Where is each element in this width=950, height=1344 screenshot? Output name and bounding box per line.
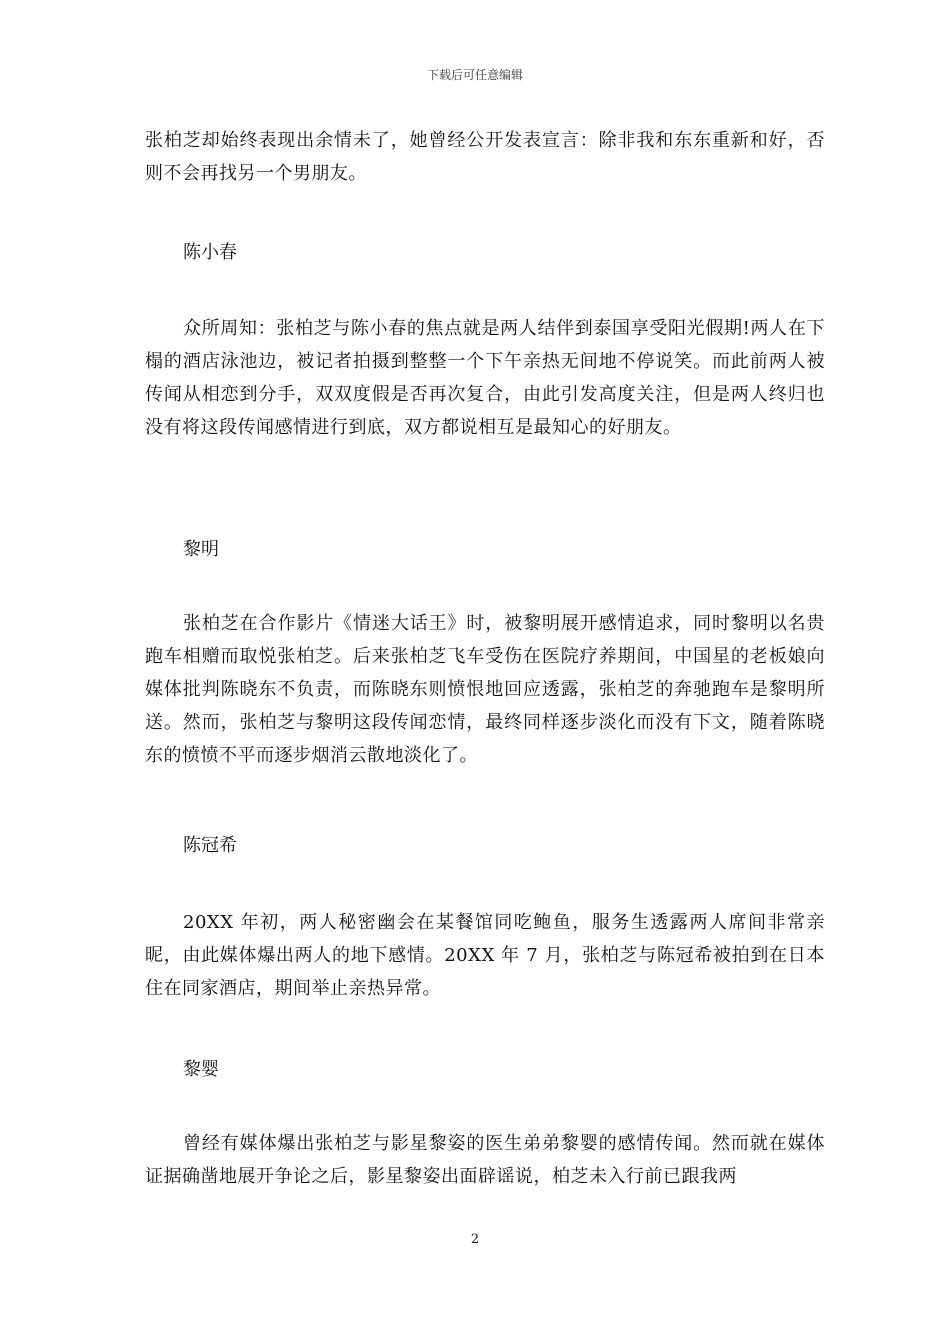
page-number: 2 <box>470 1232 480 1247</box>
paragraph-li-ming: 张柏芝在合作影片《情迷大话王》时，被黎明展开感情追求，同时黎明以名贵跑车相赠而取悦张柏芝。后来张柏芝飞车受伤在医院疗养期间，中国星的老板娘向媒体批判陈晓东不负责，而陈晓东则愤恨地回应透露，张柏芝的奔驰跑车是黎明所送。然而，张柏芝与黎明这段传闻恋情，最终同样逐步淡化而没有下文，随着陈晓东的愤愤不平而逐步烟消云散地淡化了。 <box>145 613 825 766</box>
section-heading-li-ying: 黎婴 <box>183 1059 219 1080</box>
paragraph-li-ying: 曾经有媒体爆出张柏芝与影星黎姿的医生弟弟黎婴的感情传闻。然而就在媒体证据确凿地展开争论之后，影星黎姿出面辟谣说，柏芝未入行前已跟我两 <box>145 1133 825 1187</box>
paragraph-intro: 张柏芝却始终表现出余情未了，她曾经公开发表宣言：除非我和东东重新和好，否则不会再找另一个男朋友。 <box>145 130 825 184</box>
page-header: 下载后可任意编辑 <box>426 68 523 82</box>
section-heading-chen-xiaochun: 陈小春 <box>183 242 237 263</box>
section-heading-chen-guanxi: 陈冠希 <box>183 835 237 856</box>
section-heading-li-ming: 黎明 <box>183 539 219 560</box>
paragraph-chen-xiaochun: 众所周知：张柏芝与陈小春的焦点就是两人结伴到泰国享受阳光假期!两人在下榻的酒店泳池边，被记者拍摄到整整一个下午亲热无间地不停说笑。而此前两人被传闻从相恋到分手，双双度假是否再次复合，由此引发高度关注，但是两人终归也没有将这段传闻感情进行到底，双方都说相互是最知心的好朋友。 <box>145 318 825 438</box>
paragraph-chen-guanxi: 20XX 年初，两人秘密幽会在某餐馆同吃鲍鱼，服务生透露两人席间非常亲昵，由此媒体爆出两人的地下感情。20XX 年 7 月，张柏芝与陈冠希被拍到在日本住在同家酒店，期间举止亲热异常。 <box>145 912 825 999</box>
